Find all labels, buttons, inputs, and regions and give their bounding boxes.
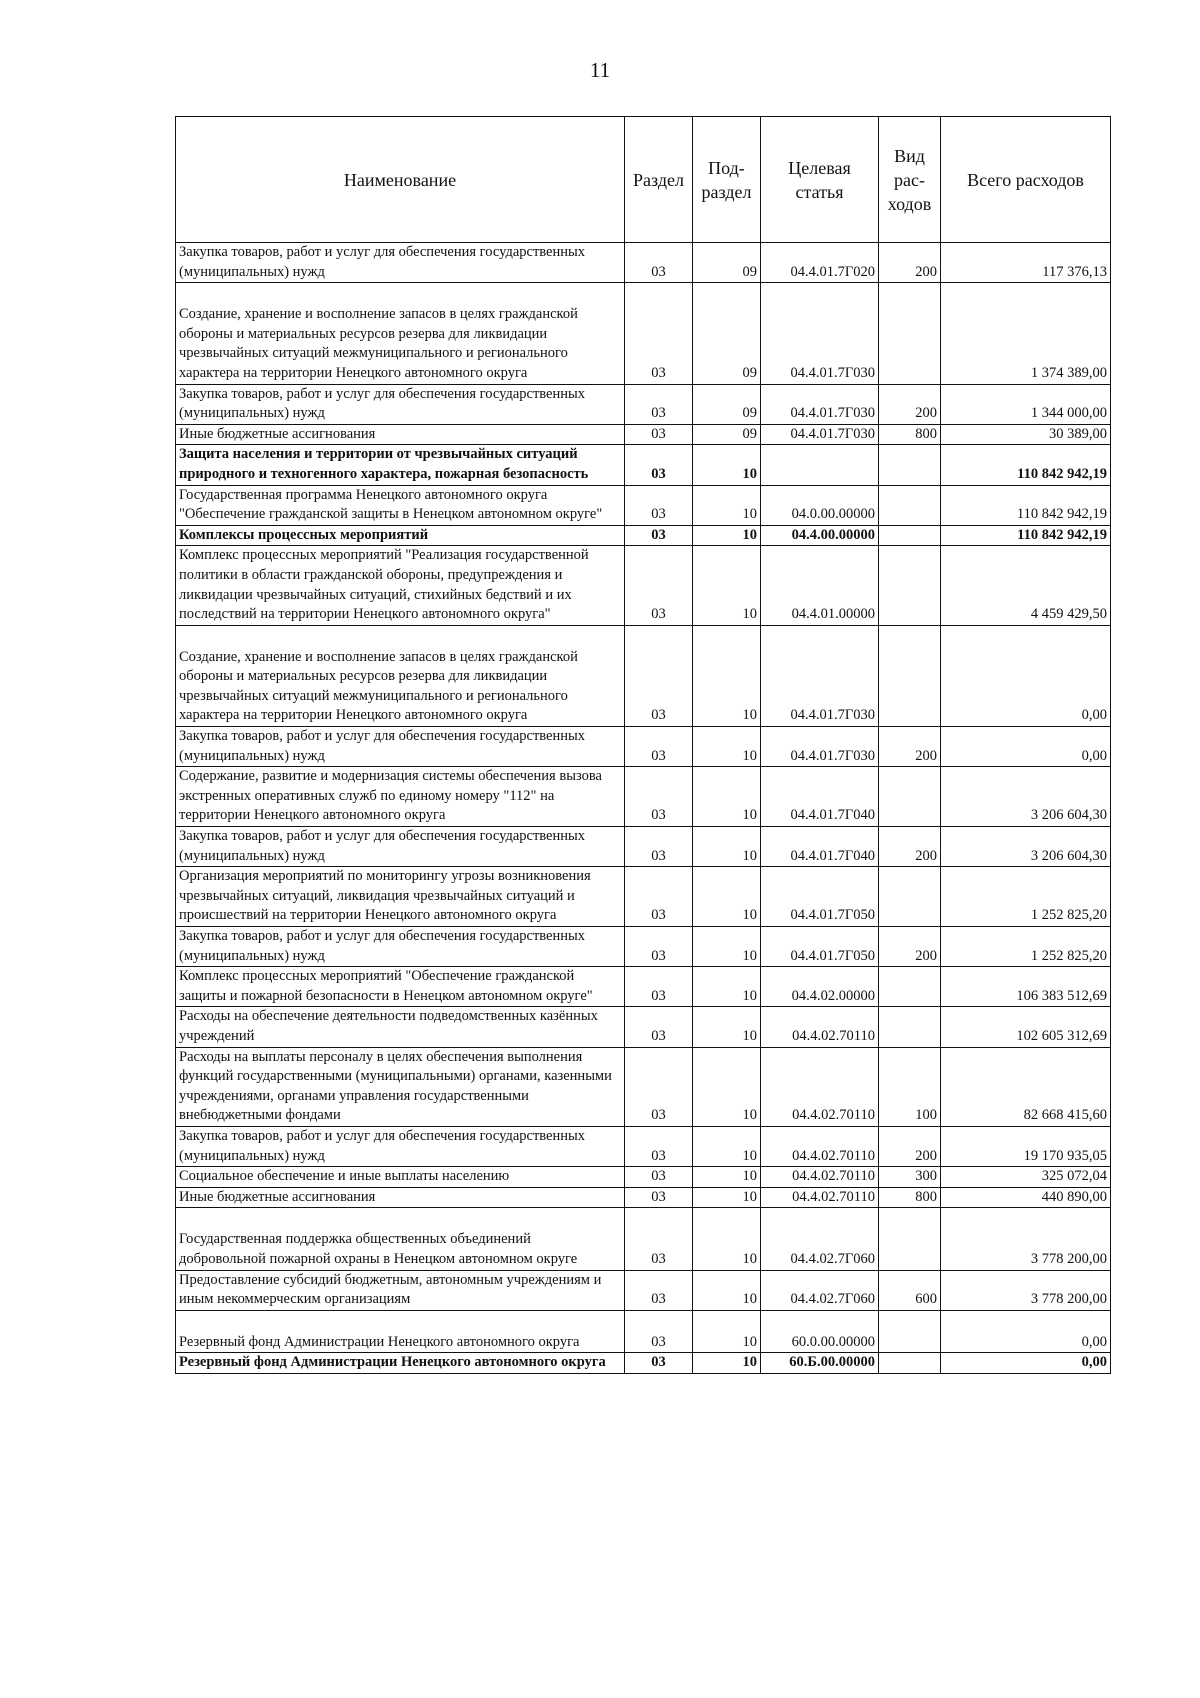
cell-name: Резервный фонд Администрации Ненецкого автономного округа	[176, 1353, 625, 1374]
table-row	[176, 384, 1111, 424]
table-row	[176, 283, 1111, 384]
cell-subsection: 10	[693, 445, 761, 485]
table-row	[176, 243, 1111, 283]
cell-subsection: 10	[693, 827, 761, 867]
table-row	[176, 727, 1111, 767]
page-number: 11	[589, 58, 611, 82]
table-row	[176, 1126, 1111, 1166]
cell-total: 102 605 312,69	[941, 1007, 1111, 1047]
cell-name: Закупка товаров, работ и услуг для обеспечения государственных (муниципальных) нужд	[176, 1126, 625, 1166]
cell-subsection: 10	[693, 967, 761, 1007]
header-kind: Вид рас-ходов	[879, 117, 941, 243]
cell-subsection: 10	[693, 1007, 761, 1047]
header-subsection: Под-раздел	[693, 117, 761, 243]
cell-kind	[879, 767, 941, 827]
cell-subsection: 10	[693, 546, 761, 625]
cell-section: 03	[625, 485, 693, 525]
cell-target: 04.4.02.70110	[761, 1187, 879, 1208]
cell-target: 04.4.01.7Г030	[761, 424, 879, 445]
cell-target: 04.4.02.70110	[761, 1167, 879, 1188]
cell-kind	[879, 1310, 941, 1353]
cell-target: 04.4.02.70110	[761, 1007, 879, 1047]
cell-name: Резервный фонд Администрации Ненецкого автономного округа	[176, 1310, 625, 1353]
cell-target: 04.4.01.7Г040	[761, 767, 879, 827]
cell-name: Расходы на обеспечение деятельности подведомственных казённых учреждений	[176, 1007, 625, 1047]
cell-total: 0,00	[941, 727, 1111, 767]
cell-total: 110 842 942,19	[941, 445, 1111, 485]
cell-subsection: 10	[693, 625, 761, 726]
cell-section: 03	[625, 1126, 693, 1166]
cell-kind	[879, 1353, 941, 1374]
cell-name: Государственная программа Ненецкого автономного округа "Обеспечение гражданской защиты в Ненецком автономном округе"	[176, 485, 625, 525]
table-row	[176, 485, 1111, 525]
cell-target: 04.4.02.70110	[761, 1047, 879, 1126]
cell-total: 30 389,00	[941, 424, 1111, 445]
cell-total: 1 344 000,00	[941, 384, 1111, 424]
cell-total: 117 376,13	[941, 243, 1111, 283]
table-row	[176, 445, 1111, 485]
cell-kind: 800	[879, 424, 941, 445]
cell-total: 0,00	[941, 1310, 1111, 1353]
cell-subsection: 10	[693, 1167, 761, 1188]
cell-kind: 300	[879, 1167, 941, 1188]
cell-section: 03	[625, 1310, 693, 1353]
cell-kind: 100	[879, 1047, 941, 1126]
cell-name: Создание, хранение и восполнение запасов в целях гражданской обороны и материальных ресурсов резерва для ликвидации чрезвычайных ситуаций межмуниципального и регионального характера на территории Ненецкого автономного округа	[176, 625, 625, 726]
cell-total: 3 778 200,00	[941, 1208, 1111, 1270]
table-row	[176, 827, 1111, 867]
cell-total: 3 206 604,30	[941, 827, 1111, 867]
cell-total: 4 459 429,50	[941, 546, 1111, 625]
cell-kind	[879, 867, 941, 927]
cell-subsection: 10	[693, 1270, 761, 1310]
cell-kind: 600	[879, 1270, 941, 1310]
header-total: Всего расходов	[941, 117, 1111, 243]
cell-name: Содержание, развитие и модернизация системы обеспечения вызова экстренных оперативных служб по единому номеру "112" на территории Ненецкого автономного округа	[176, 767, 625, 827]
table-row	[176, 1167, 1111, 1188]
cell-section: 03	[625, 283, 693, 384]
table-row	[176, 867, 1111, 927]
cell-kind	[879, 283, 941, 384]
cell-target: 04.4.00.00000	[761, 525, 879, 546]
cell-target: 04.4.02.00000	[761, 967, 879, 1007]
table-row	[176, 1270, 1111, 1310]
cell-name: Социальное обеспечение и иные выплаты населению	[176, 1167, 625, 1188]
cell-subsection: 10	[693, 485, 761, 525]
cell-target: 04.4.01.7Г050	[761, 927, 879, 967]
cell-name: Комплекс процессных мероприятий "Реализация государственной политики в области гражданской обороны, предупреждения и ликвидации чрезвычайных ситуаций, стихийных бедствий и их последствий на территории Ненецкого автономного округа"	[176, 546, 625, 625]
cell-target: 04.4.01.7Г030	[761, 384, 879, 424]
cell-total: 82 668 415,60	[941, 1047, 1111, 1126]
cell-subsection: 09	[693, 384, 761, 424]
cell-subsection: 10	[693, 1353, 761, 1374]
cell-name: Закупка товаров, работ и услуг для обеспечения государственных (муниципальных) нужд	[176, 827, 625, 867]
cell-target: 04.4.02.7Г060	[761, 1270, 879, 1310]
table-row	[176, 927, 1111, 967]
table-row	[176, 767, 1111, 827]
cell-section: 03	[625, 525, 693, 546]
cell-target: 04.4.01.7Г020	[761, 243, 879, 283]
cell-section: 03	[625, 243, 693, 283]
cell-name: Организация мероприятий по мониторингу угрозы возникновения чрезвычайных ситуаций, ликвидация чрезвычайных ситуаций и происшествий на территории Ненецкого автономного округа	[176, 867, 625, 927]
cell-name: Закупка товаров, работ и услуг для обеспечения государственных (муниципальных) нужд	[176, 384, 625, 424]
cell-total: 3 206 604,30	[941, 767, 1111, 827]
cell-name: Расходы на выплаты персоналу в целях обеспечения выполнения функций государственными (муниципальными) органами, казенными учреждениями, органами управления государственными внебюджетными фондами	[176, 1047, 625, 1126]
cell-total: 0,00	[941, 1353, 1111, 1374]
cell-subsection: 09	[693, 243, 761, 283]
cell-subsection: 10	[693, 1187, 761, 1208]
cell-target: 04.4.02.70110	[761, 1126, 879, 1166]
cell-name: Иные бюджетные ассигнования	[176, 1187, 625, 1208]
cell-kind	[879, 525, 941, 546]
cell-target: 04.4.01.7Г030	[761, 727, 879, 767]
table-row	[176, 1208, 1111, 1270]
cell-section: 03	[625, 1167, 693, 1188]
table-body	[176, 243, 1111, 1374]
cell-subsection: 10	[693, 727, 761, 767]
cell-name: Иные бюджетные ассигнования	[176, 424, 625, 445]
cell-kind	[879, 1007, 941, 1047]
cell-kind: 200	[879, 1126, 941, 1166]
table-row	[176, 546, 1111, 625]
cell-name: Комплекс процессных мероприятий "Обеспечение гражданской защиты и пожарной безопасности в Ненецком автономном округе"	[176, 967, 625, 1007]
cell-section: 03	[625, 445, 693, 485]
cell-total: 110 842 942,19	[941, 485, 1111, 525]
cell-target: 04.4.01.7Г030	[761, 283, 879, 384]
cell-subsection: 10	[693, 1310, 761, 1353]
cell-kind	[879, 1208, 941, 1270]
cell-total: 1 374 389,00	[941, 283, 1111, 384]
cell-subsection: 10	[693, 767, 761, 827]
cell-section: 03	[625, 1187, 693, 1208]
cell-target	[761, 445, 879, 485]
cell-name: Государственная поддержка общественных объединений добровольной пожарной охраны в Ненецком автономном округе	[176, 1208, 625, 1270]
cell-section: 03	[625, 384, 693, 424]
cell-kind	[879, 967, 941, 1007]
cell-kind: 200	[879, 243, 941, 283]
cell-kind: 200	[879, 927, 941, 967]
cell-name: Закупка товаров, работ и услуг для обеспечения государственных (муниципальных) нужд	[176, 727, 625, 767]
cell-target: 04.4.01.00000	[761, 546, 879, 625]
cell-kind: 800	[879, 1187, 941, 1208]
cell-section: 03	[625, 625, 693, 726]
header-target: Целевая статья	[761, 117, 879, 243]
cell-target: 04.4.01.7Г040	[761, 827, 879, 867]
cell-total: 0,00	[941, 625, 1111, 726]
cell-subsection: 10	[693, 867, 761, 927]
table-row	[176, 525, 1111, 546]
cell-kind	[879, 625, 941, 726]
header-name: Наименование	[176, 117, 625, 243]
cell-target: 60.0.00.00000	[761, 1310, 879, 1353]
cell-subsection: 10	[693, 525, 761, 546]
table-row	[176, 424, 1111, 445]
header-row	[176, 117, 1111, 243]
header-section: Раздел	[625, 117, 693, 243]
cell-section: 03	[625, 1270, 693, 1310]
cell-kind: 200	[879, 727, 941, 767]
cell-target: 04.4.01.7Г030	[761, 625, 879, 726]
table-row	[176, 1310, 1111, 1353]
cell-name: Закупка товаров, работ и услуг для обеспечения государственных (муниципальных) нужд	[176, 927, 625, 967]
cell-kind: 200	[879, 827, 941, 867]
cell-subsection: 10	[693, 1208, 761, 1270]
cell-section: 03	[625, 767, 693, 827]
table-row	[176, 967, 1111, 1007]
cell-section: 03	[625, 546, 693, 625]
cell-total: 3 778 200,00	[941, 1270, 1111, 1310]
table-row	[176, 1353, 1111, 1374]
cell-total: 110 842 942,19	[941, 525, 1111, 546]
cell-target: 04.4.01.7Г050	[761, 867, 879, 927]
cell-section: 03	[625, 727, 693, 767]
cell-total: 19 170 935,05	[941, 1126, 1111, 1166]
cell-section: 03	[625, 424, 693, 445]
cell-total: 106 383 512,69	[941, 967, 1111, 1007]
cell-section: 03	[625, 827, 693, 867]
cell-subsection: 09	[693, 424, 761, 445]
cell-name: Предоставление субсидий бюджетным, автономным учреждениям и иным некоммерческим организациям	[176, 1270, 625, 1310]
cell-section: 03	[625, 1047, 693, 1126]
cell-total: 1 252 825,20	[941, 927, 1111, 967]
cell-target: 04.0.00.00000	[761, 485, 879, 525]
table-row	[176, 1047, 1111, 1126]
cell-total: 1 252 825,20	[941, 867, 1111, 927]
cell-name: Закупка товаров, работ и услуг для обеспечения государственных (муниципальных) нужд	[176, 243, 625, 283]
cell-name: Создание, хранение и восполнение запасов в целях гражданской обороны и материальных ресурсов резерва для ликвидации чрезвычайных ситуаций межмуниципального и регионального характера на территории Ненецкого автономного округа	[176, 283, 625, 384]
cell-kind	[879, 546, 941, 625]
cell-target: 04.4.02.7Г060	[761, 1208, 879, 1270]
budget-table	[175, 116, 1111, 1374]
cell-kind: 200	[879, 384, 941, 424]
table-row	[176, 1187, 1111, 1208]
cell-total: 325 072,04	[941, 1167, 1111, 1188]
cell-name: Комплексы процессных мероприятий	[176, 525, 625, 546]
cell-subsection: 09	[693, 283, 761, 384]
cell-section: 03	[625, 867, 693, 927]
cell-total: 440 890,00	[941, 1187, 1111, 1208]
cell-section: 03	[625, 1353, 693, 1374]
cell-target: 60.Б.00.00000	[761, 1353, 879, 1374]
cell-section: 03	[625, 967, 693, 1007]
cell-subsection: 10	[693, 927, 761, 967]
cell-subsection: 10	[693, 1047, 761, 1126]
cell-section: 03	[625, 1208, 693, 1270]
cell-kind	[879, 485, 941, 525]
cell-kind	[879, 445, 941, 485]
cell-section: 03	[625, 1007, 693, 1047]
table-row	[176, 1007, 1111, 1047]
table-row	[176, 625, 1111, 726]
cell-section: 03	[625, 927, 693, 967]
cell-subsection: 10	[693, 1126, 761, 1166]
cell-name: Защита населения и территории от чрезвычайных ситуаций природного и техногенного характера, пожарная безопасность	[176, 445, 625, 485]
